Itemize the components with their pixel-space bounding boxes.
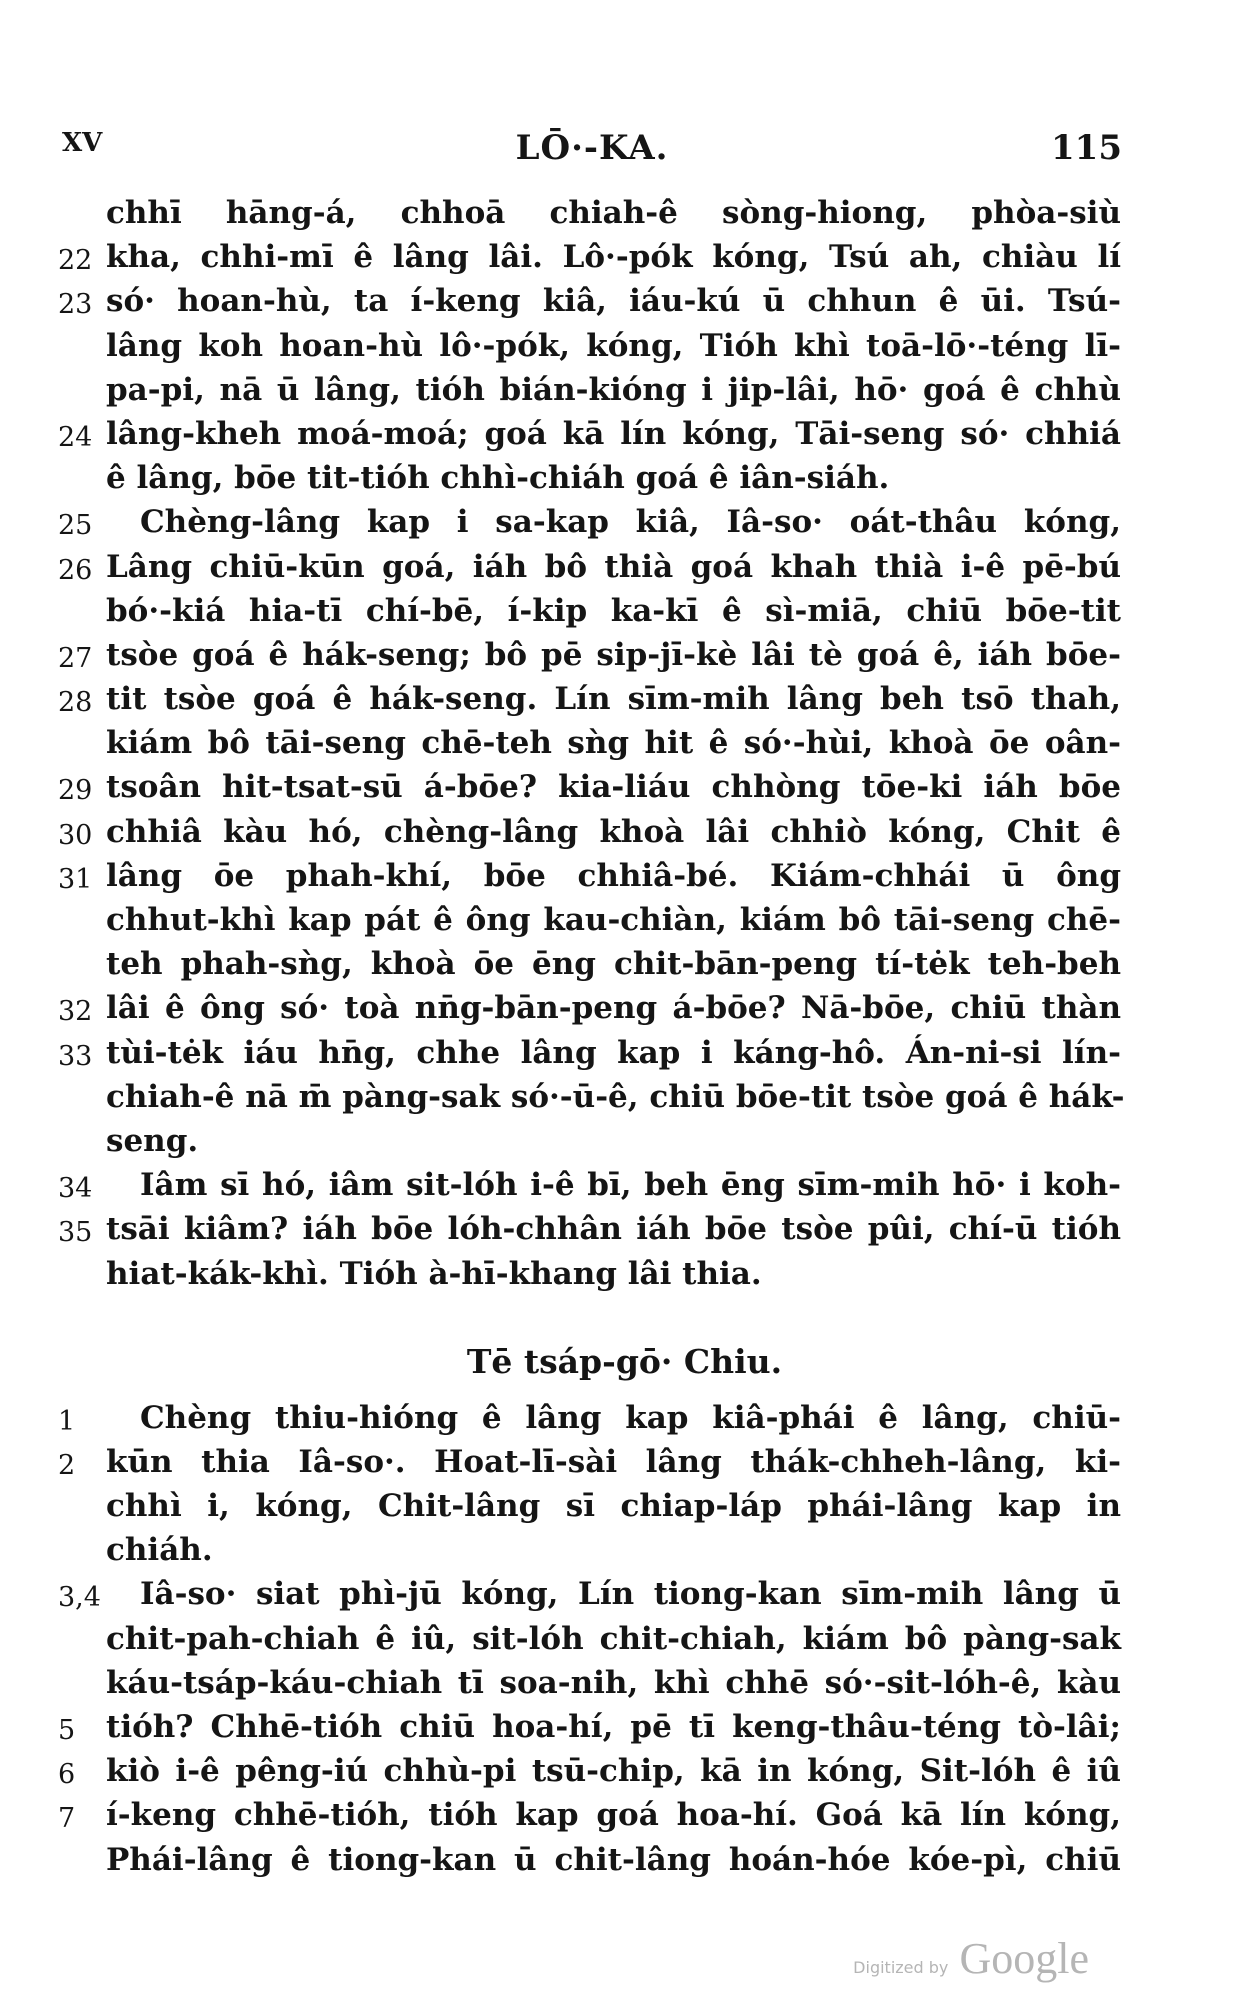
line-text: chhī hāng-á, chhoā chiah-ê sòng-hiong, phòa-siù [106, 195, 1121, 231]
text-line [0, 858, 1249, 902]
line-text: bó·-kiá hia-tī chí-bē, í-kip ka-kī ê sì-miā, chiū bōe-tit [106, 592, 1121, 629]
text-line [0, 328, 1249, 372]
verse-number: 33 [58, 1040, 93, 1072]
verse-number: 31 [58, 863, 93, 895]
verse-number: 27 [58, 642, 93, 674]
text-line [0, 1444, 1249, 1488]
text-line [0, 460, 1249, 504]
verse-number: 30 [58, 819, 93, 851]
line-text: lâng-kheh moá-moá; goá kā lín kóng, Tāi-seng só· chhiá [106, 415, 1121, 452]
verse-number: 6 [58, 1759, 76, 1791]
text-line [0, 1400, 1249, 1444]
line-text: chit-pah-chiah ê iû, sit-lóh chit-chiah, kiám bô pàng-sak [106, 1620, 1121, 1657]
text-line [0, 1079, 1249, 1123]
line-text: chhiâ kàu hó, chèng-lâng khoà lâi chhiò kóng, Chit ê [106, 813, 1121, 850]
text-line [0, 1665, 1249, 1709]
verse-number: 1 [58, 1405, 76, 1437]
text-line [0, 1709, 1249, 1753]
line-text: í-keng chhē-tióh, tióh kap goá hoa-hí. Goá kā lín kóng, [106, 1797, 1121, 1834]
verse-number: 24 [58, 421, 93, 453]
line-text: kiò i-ê pêng-iú chhù-pi tsū-chip, kā in kóng, Sit-lóh ê iû [106, 1753, 1121, 1790]
text-line [0, 239, 1249, 283]
line-text: chiáh. [106, 1532, 213, 1569]
text-line [0, 1211, 1249, 1255]
line-text: Iâ-so· siat phì-jū kóng, Lín tiong-kan sīm-mih lâng ū [140, 1576, 1121, 1613]
text-line [0, 1797, 1249, 1841]
text-line [0, 1532, 1249, 1576]
verse-number: 26 [58, 554, 93, 586]
line-text: tsāi kiâm? iáh bōe lóh-chhân iáh bōe tsòe pûi, chí-ū tióh [106, 1211, 1121, 1248]
line-text: tsoân hit-tsat-sū á-bōe? kia-liáu chhòng tōe-ki iáh bōe [106, 769, 1121, 806]
text-line [0, 1488, 1249, 1532]
verse-number: 3,4 [58, 1582, 101, 1614]
line-text: Phái-lâng ê tiong-kan ū chit-lâng hoán-hóe kóe-pì, chiū [106, 1841, 1121, 1878]
chapter-heading-block [0, 1300, 1249, 1400]
line-text: hiat-kák-khì. Tióh à-hī-khang lâi thia. [106, 1255, 762, 1292]
text-line [0, 725, 1249, 769]
line-text: teh phah-sǹg, khoà ōe ēng chit-bān-peng tí-tėk teh-beh [106, 946, 1121, 983]
text-line [0, 902, 1249, 946]
verse-number: 34 [58, 1173, 93, 1205]
verse-number: 5 [58, 1715, 76, 1746]
text-line [0, 372, 1249, 416]
text-line [0, 283, 1249, 327]
line-text: tióh? Chhē-tióh chiū hoa-hí, pē tī keng-thâu-téng tò-lâi; [106, 1709, 1121, 1745]
chapter-heading: Tē tsáp-gō· Chiu. [466, 1341, 783, 1381]
line-text: Lâng chiū-kūn goá, iáh bô thià goá khah thià i-ê pē-bú [106, 548, 1121, 585]
text-line [0, 1167, 1249, 1211]
line-text: kha, chhi-mī ê lâng lâi. Lô·-pók kóng, Tsú ah, chiàu lí [106, 239, 1121, 276]
line-text: lâi ê ông só· toà nn̄g-bān-peng á-bōe? Nā-bōe, chiū thàn [106, 990, 1121, 1027]
text-line [0, 769, 1249, 813]
text-line [0, 1576, 1249, 1620]
line-text: ê lâng, bōe tit-tióh chhì-chiáh goá ê iân-siáh. [106, 460, 890, 497]
text-line [0, 549, 1249, 593]
digitized-watermark [853, 1933, 1089, 1984]
line-text: pa-pi, nā ū lâng, tióh bián-kióng i jip-lâi, hō· goá ê chhù [106, 371, 1121, 408]
line-text: chhut-khì kap pát ê ông kau-chiàn, kiám bô tāi-seng chē- [106, 902, 1121, 938]
line-text: tit tsòe goá ê hák-seng. Lín sīm-mih lâng beh tsō thah, [106, 681, 1121, 718]
text-line [0, 1256, 1249, 1300]
page-number: 115 [1051, 128, 1122, 168]
text-line [0, 1753, 1249, 1797]
text-line [0, 637, 1249, 681]
text-line [0, 195, 1249, 239]
line-text: Iâm sī hó, iâm sit-lóh i-ê bī, beh ēng sīm-mih hō· i koh- [140, 1167, 1121, 1204]
text-line [0, 504, 1249, 548]
text-body [0, 195, 1249, 1886]
text-line [0, 946, 1249, 990]
verse-number: 28 [58, 687, 93, 719]
line-text: só· hoan-hù, ta í-keng kiâ, iáu-kú ū chhun ê ūi. Tsú- [106, 283, 1121, 320]
line-text: tùi-tėk iáu hn̄g, chhe lâng kap i káng-hô. Án-ni-si lín- [106, 1034, 1121, 1071]
text-line [0, 1123, 1249, 1167]
verse-number: 22 [58, 245, 93, 277]
text-line [0, 1621, 1249, 1665]
running-header [62, 128, 1122, 168]
line-text: kūn thia Iâ-so·. Hoat-lī-sài lâng thák-chheh-lâng, ki- [106, 1443, 1121, 1480]
line-text: lâng ōe phah-khí, bōe chhiâ-bé. Kiám-chhái ū ông [106, 857, 1121, 894]
verse-number: 7 [58, 1803, 76, 1835]
header-roman-numeral: XV [62, 128, 103, 158]
text-line [0, 1842, 1249, 1886]
verse-number: 25 [58, 510, 93, 542]
verse-number: 23 [58, 289, 93, 321]
header-title: LŌ·-KA. [515, 128, 669, 168]
line-text: lâng koh hoan-hù lô·-pók, kóng, Tióh khì toā-lō·-téng lī- [106, 327, 1121, 364]
text-line [0, 814, 1249, 858]
text-line [0, 681, 1249, 725]
line-text: chhì i, kóng, Chit-lâng sī chiap-láp phái-lâng kap in [106, 1488, 1121, 1525]
line-text: káu-tsáp-káu-chiah tī soa-nih, khì chhē só·-sit-lóh-ê, kàu [106, 1664, 1121, 1701]
line-text: Chèng thiu-hióng ê lâng kap kiâ-phái ê lâng, chiū- [140, 1399, 1121, 1436]
text-line [0, 593, 1249, 637]
google-logo: Google [959, 1934, 1089, 1983]
line-text: seng. [106, 1122, 199, 1159]
line-text: Chèng-lâng kap i sa-kap kiâ, Iâ-so· oát-thâu kóng, [140, 504, 1121, 541]
verse-number: 2 [58, 1449, 76, 1481]
verse-number: 29 [58, 775, 93, 807]
watermark-prefix: Digitized by [853, 1958, 949, 1977]
text-line [0, 1035, 1249, 1079]
verse-number: 35 [58, 1217, 93, 1249]
line-text: tsòe goá ê hák-seng; bô pē sip-jī-kè lâi tè goá ê, iáh bōe- [106, 636, 1121, 673]
text-line [0, 990, 1249, 1034]
verse-number: 32 [58, 996, 93, 1028]
text-line [0, 416, 1249, 460]
line-text: kiám bô tāi-seng chē-teh sǹg hit ê só·-hùi, khoà ōe oân- [106, 725, 1121, 762]
line-text: chiah-ê nā m̄ pàng-sak só·-ū-ê, chiū bōe-tit tsòe goá ê hák- [106, 1078, 1125, 1115]
